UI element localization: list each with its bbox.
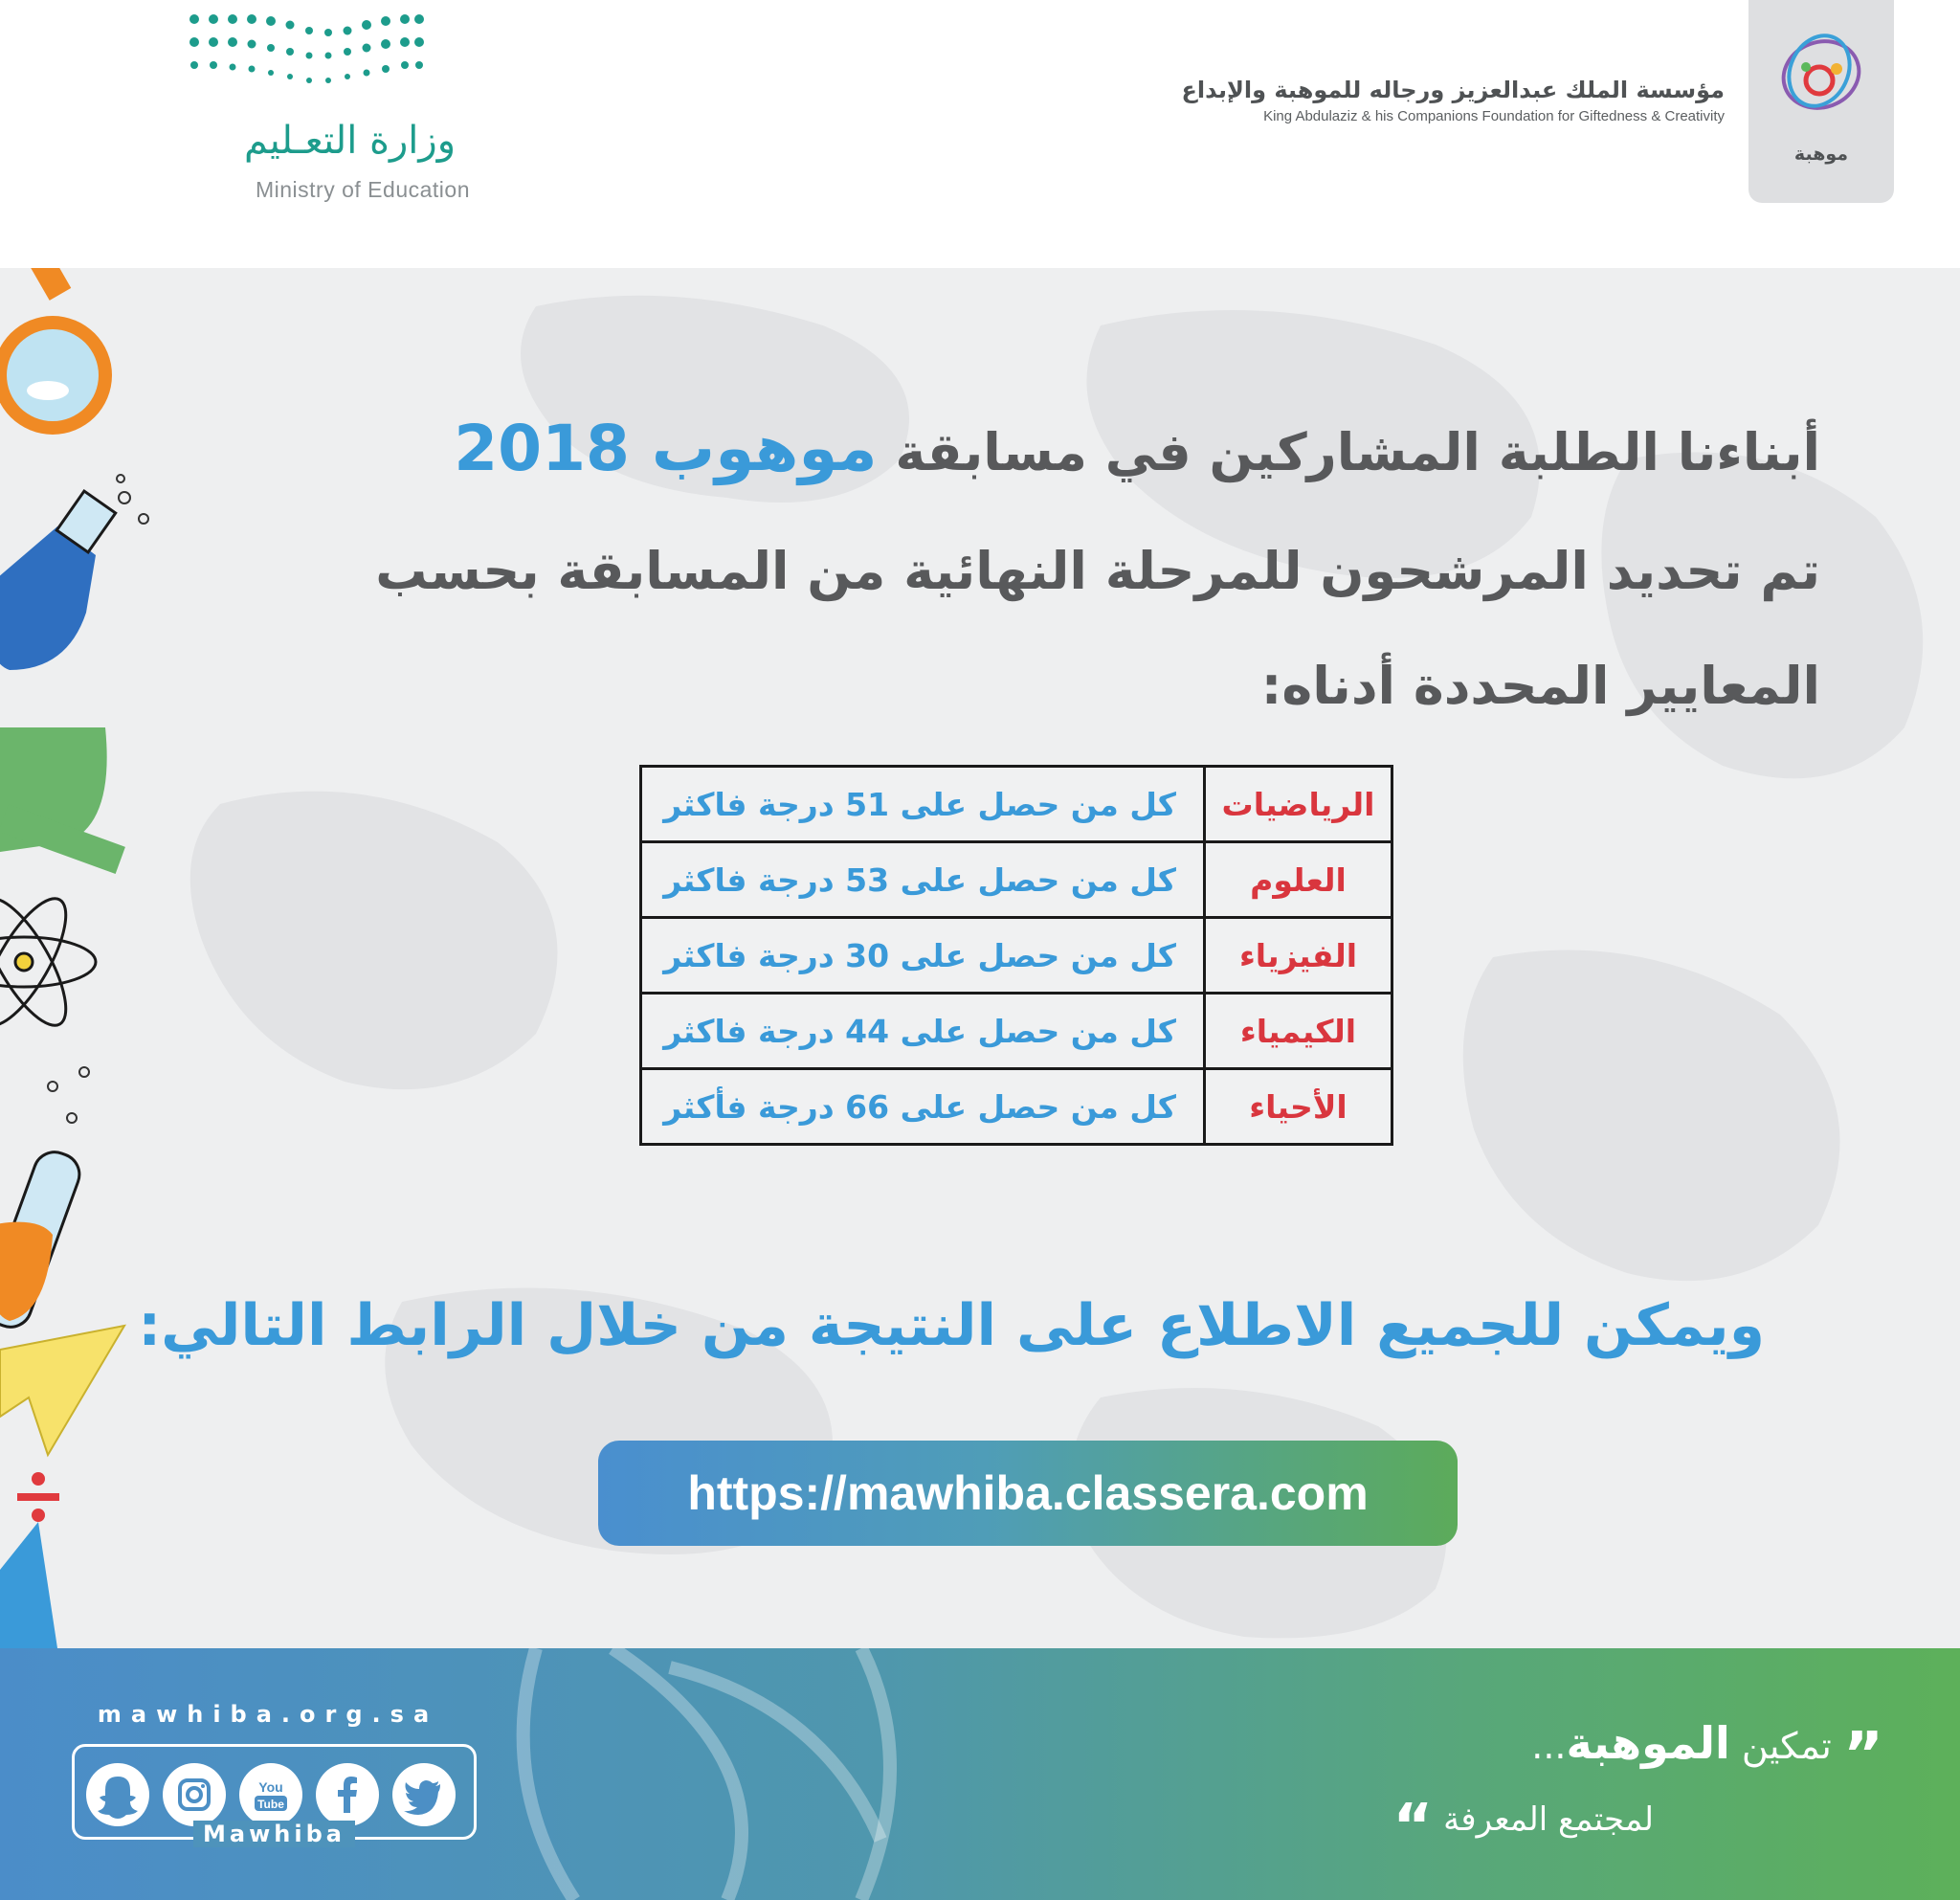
competition-name: موهوب 2018 xyxy=(454,412,878,485)
instagram-icon[interactable] xyxy=(163,1763,226,1826)
subject-cell: الفيزياء xyxy=(1205,918,1392,994)
atom-icon xyxy=(0,887,96,1037)
criteria-row xyxy=(641,1069,1392,1145)
criteria-table-body xyxy=(641,767,1392,1145)
ministry-name-ar: وزارة التعـليم xyxy=(244,119,457,163)
headline-text: أبناءنا الطلبة المشاركين في مسابقة xyxy=(895,422,1820,482)
twitter-icon[interactable] xyxy=(392,1763,456,1826)
headline-line-2: تم تحديد المرشحون للمرحلة النهائية من المسابقة بحسب xyxy=(375,541,1820,601)
headline-line-3: المعايير المحددة أدناه: xyxy=(1260,656,1820,716)
headline-line-1 xyxy=(193,412,1820,485)
svg-text:Tube: Tube xyxy=(257,1798,284,1811)
slogan-line-1 xyxy=(1214,1717,1883,1791)
header xyxy=(0,0,1960,268)
ruler-icon xyxy=(0,1522,57,1648)
open-quote-icon: ” xyxy=(1842,1720,1883,1791)
school-supplies-decoration xyxy=(0,268,153,1648)
criteria-row xyxy=(641,767,1392,842)
test-tube-icon xyxy=(0,1067,89,1332)
results-link-button[interactable]: https://mawhiba.classera.com xyxy=(598,1441,1458,1546)
youtube-icon[interactable] xyxy=(239,1763,302,1826)
footer xyxy=(0,1648,1960,1900)
svg-text:You: You xyxy=(258,1779,283,1795)
subject-cell: العلوم xyxy=(1205,842,1392,918)
site-url[interactable]: mawhiba.org.sa xyxy=(97,1701,439,1728)
slogan-line-2 xyxy=(984,1792,1654,1863)
foundation-name-en: King Abdulaziz & his Companions Foundation for Giftedness & Creativity xyxy=(1263,108,1725,124)
flask-icon xyxy=(0,475,148,670)
criterion-cell: كل من حصل على 44 درجة فاكثر xyxy=(641,994,1205,1069)
social-handle-text: Mawhiba xyxy=(193,1821,355,1847)
criterion-cell: كل من حصل على 53 درجة فاكثر xyxy=(641,842,1205,918)
mawhiba-logo-icon xyxy=(1748,0,1894,144)
criterion-cell: كل من حصل على 51 درجة فاكثر xyxy=(641,767,1205,842)
close-quote-icon: “ xyxy=(1392,1792,1434,1863)
snapchat-icon[interactable] xyxy=(86,1763,149,1826)
link-intro-text: ويمكن للجميع الاطلاع على النتيجة من خلال الرابط التالي: xyxy=(138,1292,1765,1359)
paper-plane-icon xyxy=(0,1326,124,1455)
protractor-icon xyxy=(0,727,125,874)
slogan-ellipsis: ... xyxy=(1531,1725,1567,1767)
mawhiba-badge-label: موهبة xyxy=(1793,144,1849,165)
slogan-part-2: لمجتمع المعرفة xyxy=(1443,1800,1654,1839)
criteria-row xyxy=(641,918,1392,994)
ministry-name-en: Ministry of Education xyxy=(256,177,470,202)
subject-cell: الرياضيات xyxy=(1205,767,1392,842)
magnifier-icon xyxy=(0,268,112,435)
foundation-name-ar: مؤسسة الملك عبدالعزيز ورجاله للموهبة والإبداع xyxy=(1181,77,1725,103)
criterion-cell: كل من حصل على 30 درجة فاكثر xyxy=(641,918,1205,994)
ministry-dots-icon xyxy=(187,11,426,117)
ministry-logo xyxy=(187,11,470,203)
criteria-row xyxy=(641,842,1392,918)
mawhiba-logo-badge xyxy=(1748,0,1894,203)
criteria-table xyxy=(639,765,1393,1146)
slogan-part-1: تمكين xyxy=(1741,1725,1832,1767)
social-handle xyxy=(72,1821,477,1847)
facebook-icon[interactable] xyxy=(316,1763,379,1826)
subject-cell: الأحياء xyxy=(1205,1069,1392,1145)
subject-cell: الكيمياء xyxy=(1205,994,1392,1069)
main-content xyxy=(0,268,1960,1648)
divide-sign-icon xyxy=(17,1472,59,1522)
criterion-cell: كل من حصل على 66 درجة فأكثر xyxy=(641,1069,1205,1145)
slogan-bold: الموهبة xyxy=(1566,1717,1730,1769)
criteria-row xyxy=(641,994,1392,1069)
